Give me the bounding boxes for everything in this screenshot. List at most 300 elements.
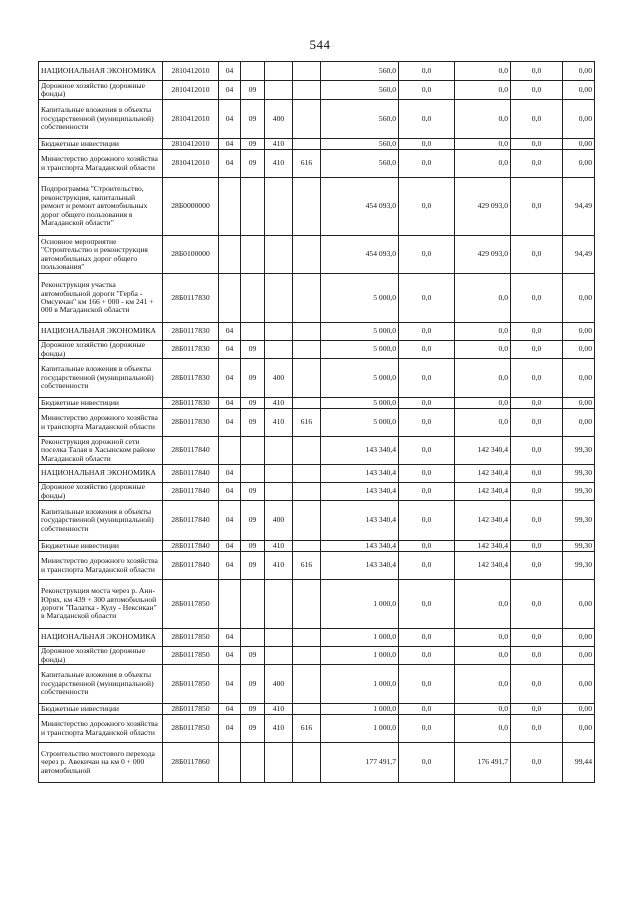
row-plan: 143 340,4 [321,501,399,541]
row-section: 04 [219,629,241,647]
row-code: 28Б0000000 [163,178,219,236]
row-subsection [241,743,265,783]
row-admin-code [293,483,321,501]
row-name: Строительство мостового перехода через р. Авекичан на км 0 + 000 автомобильной [39,743,163,783]
row-percent: 0,00 [563,665,595,704]
row-expense-type [265,323,293,341]
row-admin-code [293,236,321,274]
row-expense-type [265,274,293,323]
row-percent: 0,00 [563,715,595,743]
row-section: 04 [219,665,241,704]
row-executed: 0,0 [455,704,511,715]
row-name: Капитальные вложения в объекты государственной (муниципальной) собственности [39,501,163,541]
row-expense-type: 400 [265,359,293,398]
row-subsection: 09 [241,647,265,665]
row-col7: 0,0 [399,62,455,81]
row-code: 28Б0117830 [163,341,219,359]
row-col9: 0,0 [511,323,563,341]
row-name: Дорожное хозяйство (дорожные фонды) [39,341,163,359]
table-row [39,100,595,139]
row-section [219,437,241,465]
row-percent: 0,00 [563,580,595,629]
row-section: 04 [219,552,241,580]
table-row [39,552,595,580]
row-section: 04 [219,81,241,100]
table-row [39,743,595,783]
row-name: НАЦИОНАЛЬНАЯ ЭКОНОМИКА [39,465,163,483]
row-col9: 0,0 [511,704,563,715]
row-col9: 0,0 [511,178,563,236]
row-section: 04 [219,647,241,665]
row-code: 28Б0117840 [163,437,219,465]
row-name: Министерство дорожного хозяйства и транспорта Магаданской области [39,409,163,437]
row-admin-code [293,81,321,100]
row-admin-code [293,341,321,359]
row-plan: 1 000,0 [321,715,399,743]
row-section: 04 [219,483,241,501]
row-subsection: 09 [241,100,265,139]
row-executed: 0,0 [455,580,511,629]
row-expense-type [265,62,293,81]
row-col9: 0,0 [511,580,563,629]
row-name: Дорожное хозяйство (дорожные фонды) [39,647,163,665]
row-expense-type: 410 [265,541,293,552]
row-percent: 99,30 [563,437,595,465]
row-code: 28Б0117850 [163,665,219,704]
row-col9: 0,0 [511,743,563,783]
row-name: Дорожное хозяйство (дорожные фонды) [39,483,163,501]
row-plan: 454 093,0 [321,178,399,236]
row-percent: 0,00 [563,139,595,150]
row-plan: 5 000,0 [321,409,399,437]
row-percent: 99,30 [563,552,595,580]
row-expense-type [265,81,293,100]
row-admin-code [293,100,321,139]
row-admin-code [293,139,321,150]
budget-table [38,61,595,783]
row-expense-type [265,178,293,236]
row-name: Министерство дорожного хозяйства и транспорта Магаданской области [39,552,163,580]
row-subsection: 09 [241,483,265,501]
row-subsection [241,274,265,323]
row-col9: 0,0 [511,341,563,359]
row-col7: 0,0 [399,274,455,323]
row-plan: 143 340,4 [321,483,399,501]
row-code: 2810412010 [163,139,219,150]
row-expense-type [265,483,293,501]
row-col7: 0,0 [399,81,455,100]
row-percent: 0,00 [563,647,595,665]
table-row [39,236,595,274]
row-name: Бюджетные инвестиции [39,139,163,150]
row-percent: 99,30 [563,541,595,552]
row-section: 04 [219,323,241,341]
row-subsection: 09 [241,552,265,580]
row-executed: 0,0 [455,150,511,178]
row-expense-type: 410 [265,715,293,743]
row-percent: 94,49 [563,236,595,274]
row-code: 28Б0117830 [163,409,219,437]
row-subsection: 09 [241,704,265,715]
row-section [219,743,241,783]
row-subsection: 09 [241,398,265,409]
row-name: Дорожное хозяйство (дорожные фонды) [39,81,163,100]
row-executed: 142 340,4 [455,465,511,483]
row-col9: 0,0 [511,409,563,437]
row-percent: 99,44 [563,743,595,783]
row-expense-type [265,341,293,359]
row-code: 2810412010 [163,150,219,178]
row-percent: 0,00 [563,62,595,81]
row-col9: 0,0 [511,647,563,665]
row-executed: 429 093,0 [455,236,511,274]
row-subsection: 09 [241,409,265,437]
row-expense-type [265,236,293,274]
row-col7: 0,0 [399,323,455,341]
row-section: 04 [219,139,241,150]
row-percent: 94,49 [563,178,595,236]
row-plan: 1 000,0 [321,629,399,647]
row-code: 28Б0117830 [163,398,219,409]
row-percent: 0,00 [563,629,595,647]
row-subsection [241,178,265,236]
row-col7: 0,0 [399,409,455,437]
row-col7: 0,0 [399,552,455,580]
table-row [39,409,595,437]
row-col7: 0,0 [399,236,455,274]
row-admin-code [293,541,321,552]
row-plan: 143 340,4 [321,541,399,552]
table-row [39,150,595,178]
row-code: 28Б0117830 [163,323,219,341]
row-admin-code [293,743,321,783]
row-percent: 0,00 [563,359,595,398]
row-executed: 0,0 [455,323,511,341]
table-body [39,62,595,783]
row-percent: 0,00 [563,323,595,341]
row-code: 28Б0117850 [163,704,219,715]
row-code: 28Б0117860 [163,743,219,783]
row-percent: 99,30 [563,501,595,541]
row-name: Бюджетные инвестиции [39,704,163,715]
row-col7: 0,0 [399,743,455,783]
row-subsection: 09 [241,665,265,704]
row-executed: 0,0 [455,139,511,150]
row-col7: 0,0 [399,100,455,139]
row-plan: 560,0 [321,150,399,178]
row-expense-type [265,647,293,665]
row-executed: 0,0 [455,715,511,743]
table-row [39,178,595,236]
row-name: Подпрограмма "Строительство, реконструкция, капитальный ремонт и ремонт автомобильных дорог общего пользования в Магаданской области" [39,178,163,236]
row-code: 28Б0117840 [163,465,219,483]
row-name: НАЦИОНАЛЬНАЯ ЭКОНОМИКА [39,323,163,341]
row-section: 04 [219,501,241,541]
table-row [39,501,595,541]
row-col9: 0,0 [511,665,563,704]
row-code: 28Б0117840 [163,541,219,552]
row-admin-code [293,323,321,341]
row-executed: 429 093,0 [455,178,511,236]
row-percent: 0,00 [563,274,595,323]
row-subsection [241,465,265,483]
row-subsection [241,629,265,647]
row-col7: 0,0 [399,139,455,150]
table-row [39,81,595,100]
row-col9: 0,0 [511,501,563,541]
table-row [39,483,595,501]
row-percent: 0,00 [563,398,595,409]
row-section: 04 [219,359,241,398]
table-row [39,704,595,715]
row-plan: 560,0 [321,62,399,81]
row-code: 28Б0117850 [163,647,219,665]
row-admin-code: 616 [293,715,321,743]
row-section: 04 [219,341,241,359]
row-code: 28Б0117850 [163,715,219,743]
row-expense-type: 410 [265,552,293,580]
row-executed: 142 340,4 [455,501,511,541]
row-subsection [241,62,265,81]
row-percent: 0,00 [563,409,595,437]
row-subsection: 09 [241,150,265,178]
row-expense-type: 410 [265,704,293,715]
row-expense-type [265,437,293,465]
row-expense-type [265,629,293,647]
table-row [39,465,595,483]
row-admin-code [293,178,321,236]
row-section [219,236,241,274]
row-subsection: 09 [241,139,265,150]
row-section: 04 [219,409,241,437]
row-col9: 0,0 [511,541,563,552]
row-section [219,274,241,323]
row-name: Капитальные вложения в объекты государственной (муниципальной) собственности [39,359,163,398]
row-executed: 0,0 [455,359,511,398]
row-plan: 5 000,0 [321,359,399,398]
row-col7: 0,0 [399,483,455,501]
row-col7: 0,0 [399,398,455,409]
table-row [39,437,595,465]
row-section: 04 [219,100,241,139]
row-executed: 176 491,7 [455,743,511,783]
row-admin-code: 616 [293,150,321,178]
row-executed: 0,0 [455,398,511,409]
row-col9: 0,0 [511,81,563,100]
row-expense-type: 400 [265,665,293,704]
row-subsection [241,236,265,274]
row-col9: 0,0 [511,465,563,483]
row-expense-type: 410 [265,398,293,409]
row-plan: 5 000,0 [321,398,399,409]
row-percent: 99,30 [563,483,595,501]
row-col9: 0,0 [511,715,563,743]
row-expense-type: 410 [265,409,293,437]
row-admin-code [293,398,321,409]
row-subsection [241,437,265,465]
row-name: Министерство дорожного хозяйства и транспорта Магаданской области [39,150,163,178]
row-col9: 0,0 [511,359,563,398]
row-col7: 0,0 [399,580,455,629]
table-row [39,715,595,743]
row-percent: 0,00 [563,81,595,100]
row-admin-code [293,359,321,398]
table-row [39,341,595,359]
table-row [39,139,595,150]
row-name: НАЦИОНАЛЬНАЯ ЭКОНОМИКА [39,62,163,81]
row-name: Реконструкция дорожной сети поселка Талая в Хасынском районе Магаданской области [39,437,163,465]
row-code: 28Б0117830 [163,359,219,398]
row-col9: 0,0 [511,552,563,580]
row-expense-type [265,743,293,783]
row-subsection: 09 [241,359,265,398]
row-subsection: 09 [241,541,265,552]
row-plan: 143 340,4 [321,552,399,580]
row-executed: 0,0 [455,409,511,437]
row-code: 2810412010 [163,62,219,81]
table-row [39,323,595,341]
row-name: Министерство дорожного хозяйства и транспорта Магаданской области [39,715,163,743]
row-col7: 0,0 [399,541,455,552]
row-percent: 0,00 [563,150,595,178]
row-admin-code: 616 [293,552,321,580]
row-percent: 99,30 [563,465,595,483]
row-executed: 0,0 [455,62,511,81]
row-name: Реконструкция моста через р. Анн-Юрях, км 439 + 300 автомобильной дороги "Палатка - Кулу - Нексикан" в Магаданской области [39,580,163,629]
row-name: Бюджетные инвестиции [39,541,163,552]
row-plan: 5 000,0 [321,274,399,323]
row-plan: 560,0 [321,81,399,100]
row-code: 28Б0100000 [163,236,219,274]
row-expense-type: 410 [265,150,293,178]
row-executed: 0,0 [455,100,511,139]
row-section: 04 [219,704,241,715]
row-plan: 177 491,7 [321,743,399,783]
row-admin-code [293,62,321,81]
row-col9: 0,0 [511,236,563,274]
row-section: 04 [219,715,241,743]
row-col7: 0,0 [399,437,455,465]
row-executed: 0,0 [455,81,511,100]
row-plan: 1 000,0 [321,580,399,629]
row-col9: 0,0 [511,139,563,150]
row-plan: 560,0 [321,100,399,139]
row-name: Капитальные вложения в объекты государственной (муниципальной) собственности [39,100,163,139]
row-section: 04 [219,150,241,178]
row-code: 28Б0117840 [163,483,219,501]
row-col9: 0,0 [511,437,563,465]
row-percent: 0,00 [563,341,595,359]
row-admin-code: 616 [293,409,321,437]
row-plan: 5 000,0 [321,341,399,359]
table-row [39,359,595,398]
row-admin-code [293,647,321,665]
row-col7: 0,0 [399,150,455,178]
row-col7: 0,0 [399,178,455,236]
row-admin-code [293,704,321,715]
row-col7: 0,0 [399,629,455,647]
table-row [39,274,595,323]
row-executed: 142 340,4 [455,541,511,552]
row-col7: 0,0 [399,647,455,665]
row-expense-type: 400 [265,501,293,541]
row-admin-code [293,465,321,483]
row-subsection: 09 [241,81,265,100]
table-row [39,629,595,647]
row-col7: 0,0 [399,465,455,483]
row-code: 28Б0117840 [163,501,219,541]
row-percent: 0,00 [563,704,595,715]
row-name: Реконструкция участка автомобильной дороги "Герба - Омсукчан" км 166 + 000 - км 241 + 000 в Магаданской области [39,274,163,323]
row-subsection [241,323,265,341]
row-executed: 0,0 [455,341,511,359]
row-name: НАЦИОНАЛЬНАЯ ЭКОНОМИКА [39,629,163,647]
table-row [39,580,595,629]
row-name: Капитальные вложения в объекты государственной (муниципальной) собственности [39,665,163,704]
table-row [39,541,595,552]
row-section: 04 [219,398,241,409]
row-executed: 0,0 [455,274,511,323]
row-col9: 0,0 [511,62,563,81]
row-plan: 1 000,0 [321,647,399,665]
row-name: Основное мероприятие "Строительство и реконструкция автомобильных дорог общего пользования" [39,236,163,274]
row-col7: 0,0 [399,359,455,398]
row-code: 28Б0117850 [163,629,219,647]
row-col9: 0,0 [511,100,563,139]
row-col9: 0,0 [511,150,563,178]
row-col7: 0,0 [399,704,455,715]
table-row [39,647,595,665]
row-admin-code [293,580,321,629]
row-admin-code [293,665,321,704]
row-subsection: 09 [241,501,265,541]
row-executed: 0,0 [455,647,511,665]
row-expense-type [265,465,293,483]
row-admin-code [293,501,321,541]
row-col7: 0,0 [399,665,455,704]
row-subsection: 09 [241,341,265,359]
row-col9: 0,0 [511,629,563,647]
row-plan: 454 093,0 [321,236,399,274]
row-section [219,178,241,236]
row-plan: 560,0 [321,139,399,150]
row-col9: 0,0 [511,274,563,323]
row-col7: 0,0 [399,341,455,359]
row-executed: 142 340,4 [455,552,511,580]
row-expense-type [265,580,293,629]
row-col7: 0,0 [399,715,455,743]
table-row [39,62,595,81]
row-expense-type: 410 [265,139,293,150]
row-plan: 1 000,0 [321,665,399,704]
row-code: 2810412010 [163,100,219,139]
row-admin-code [293,274,321,323]
row-col9: 0,0 [511,483,563,501]
row-plan: 143 340,4 [321,437,399,465]
table-row [39,665,595,704]
row-executed: 0,0 [455,665,511,704]
row-code: 28Б0117850 [163,580,219,629]
row-code: 28Б0117830 [163,274,219,323]
row-section [219,580,241,629]
row-admin-code [293,629,321,647]
row-plan: 5 000,0 [321,323,399,341]
row-percent: 0,00 [563,100,595,139]
row-executed: 0,0 [455,629,511,647]
row-executed: 142 340,4 [455,437,511,465]
table-row [39,398,595,409]
row-plan: 143 340,4 [321,465,399,483]
